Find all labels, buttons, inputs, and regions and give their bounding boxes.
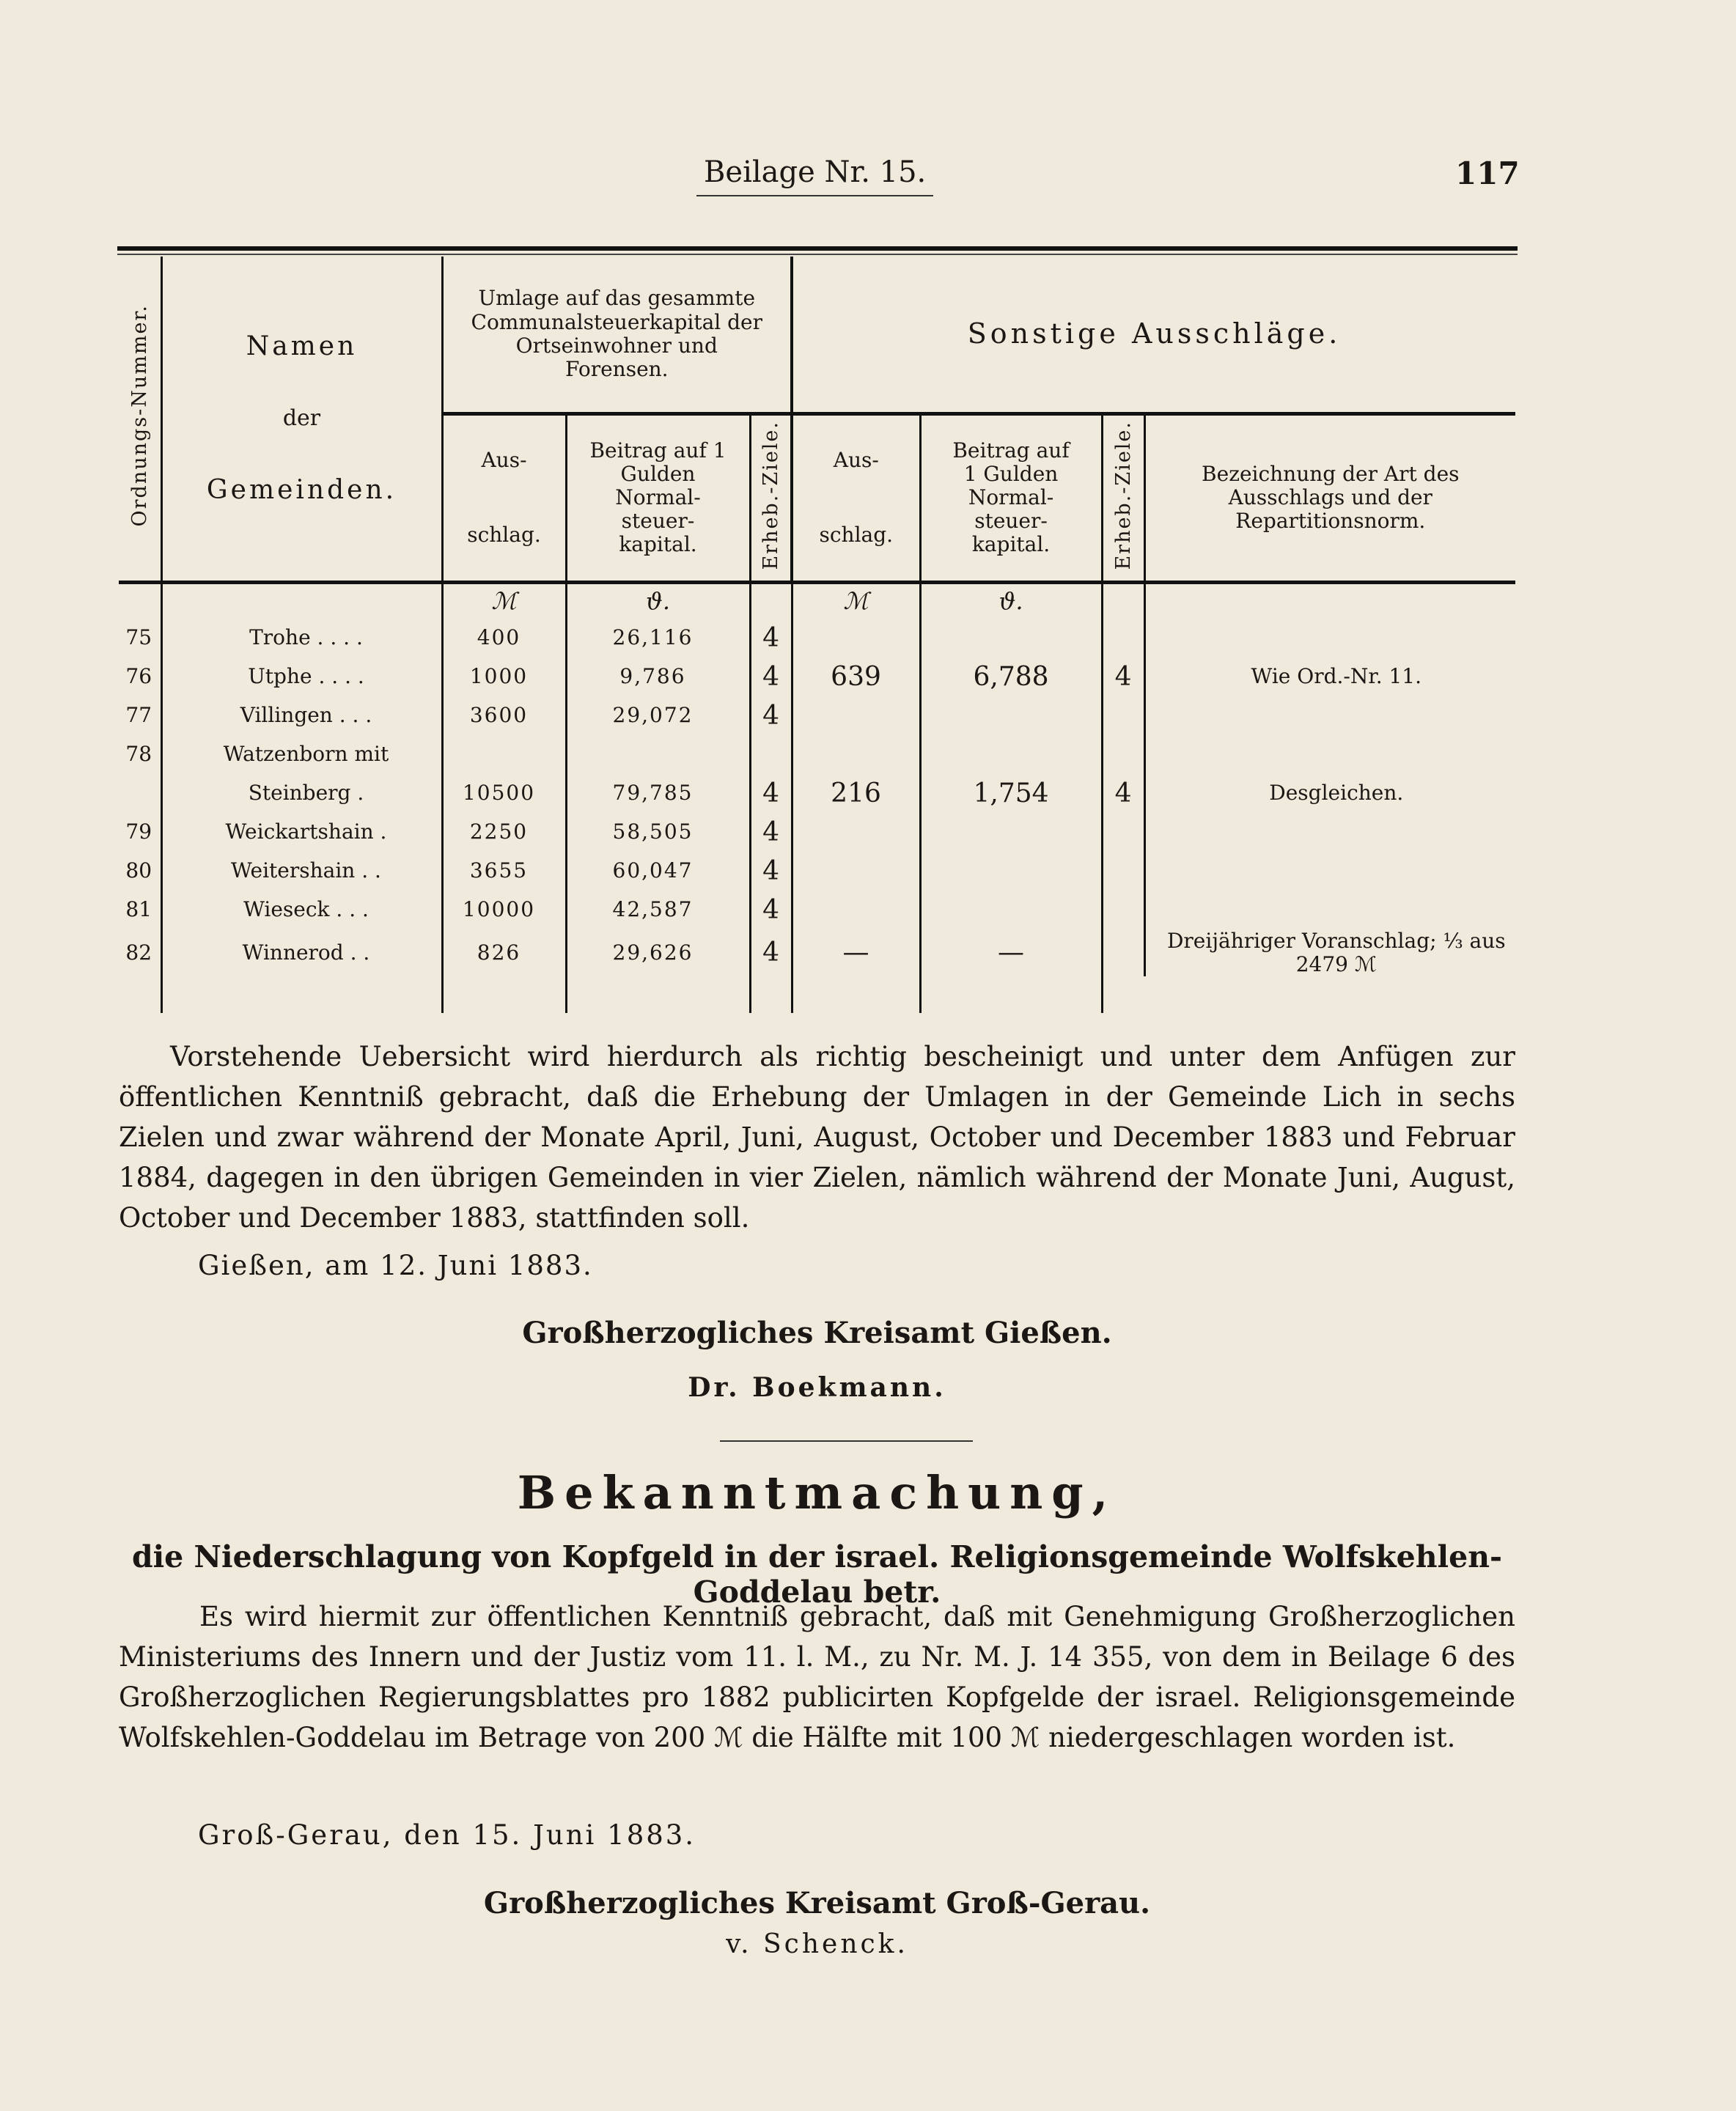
cell-ziele: 4 <box>750 929 792 976</box>
cell-name: Villingen . . . <box>161 696 442 735</box>
header-name: Namen der Gemeinden. <box>161 257 442 582</box>
cell-name: Wieseck . . . <box>161 891 442 929</box>
cell-s-aus <box>792 619 920 657</box>
cell-aus: 10500 <box>442 774 566 813</box>
cell-beitrag: 29,626 <box>566 929 750 976</box>
cell-ziele: 4 <box>750 891 792 929</box>
cell-ord: 78 <box>125 742 152 767</box>
cell-s-ziele <box>1102 891 1144 929</box>
cell-beitrag: 26,116 <box>566 619 750 657</box>
cell-aus: 2250 <box>442 813 566 852</box>
cell-beitrag: 29,072 <box>566 696 750 735</box>
header-beitrag: Beitrag auf 1 Gulden Normal-steuer-kapital. <box>566 413 750 582</box>
cell-s-aus <box>792 891 920 929</box>
notice2-subtitle: die Niederschlagung von Kopfgeld in der israel. Religionsgemeinde Wolfskehlen-Goddelau betr. <box>131 1539 1503 1610</box>
unit-mark: ℳ <box>442 582 566 619</box>
cell-ziele <box>750 735 792 774</box>
cell-aus: 826 <box>442 929 566 976</box>
header-ziele: Erheb.-Ziele. <box>750 413 792 582</box>
cell-beitrag: 60,047 <box>566 852 750 891</box>
cell-aus <box>442 735 566 774</box>
cell-ziele: 4 <box>750 619 792 657</box>
table-row <box>119 852 1515 891</box>
cell-ord <box>119 774 161 813</box>
unit-pf: ϑ. <box>566 582 750 619</box>
table-row <box>119 774 1515 813</box>
cell-beitrag: 42,587 <box>566 891 750 929</box>
cell-s-ziele: 4 <box>1102 657 1144 696</box>
cell-ziele: 4 <box>750 852 792 891</box>
notice1-authority: Großherzogliches Kreisamt Gießen. <box>522 1316 1112 1350</box>
cell-beitrag: 58,505 <box>566 813 750 852</box>
cell-ord: 82 <box>125 940 152 965</box>
cell-beitrag: 9,786 <box>566 657 750 696</box>
cell-aus: 3600 <box>442 696 566 735</box>
cell-s-ziele <box>1102 929 1144 976</box>
cell-s-ziele <box>1102 813 1144 852</box>
cell-ziele: 4 <box>750 657 792 696</box>
cell-note: Wie Ord.-Nr. 11. <box>1144 657 1515 696</box>
cell-name: Utphe . . . . <box>161 657 442 696</box>
cell-name: Steinberg . <box>161 774 442 813</box>
notice2-place-date: Groß-Gerau, den 15. Juni 1883. <box>198 1819 696 1851</box>
cell-note <box>1144 619 1515 657</box>
cell-s-beitrag <box>920 852 1102 891</box>
unit-mark: ℳ <box>792 582 920 619</box>
cell-name: Trohe . . . . <box>161 619 442 657</box>
cell-ord: 75 <box>125 625 152 650</box>
cell-note: Dreijähriger Voranschlag; ⅓ aus 2479 ℳ <box>1144 929 1515 976</box>
cell-name: Winnerod . . <box>161 929 442 976</box>
header-s-beitrag: Beitrag auf 1 Gulden Normal-steuer-kapital. <box>920 413 1102 582</box>
levy-table <box>119 257 1515 1013</box>
cell-ziele: 4 <box>750 696 792 735</box>
cell-note <box>1144 735 1515 774</box>
table-row <box>119 619 1515 657</box>
cell-s-aus: 216 <box>792 774 920 813</box>
cell-ord: 80 <box>125 858 152 883</box>
cell-s-beitrag <box>920 619 1102 657</box>
header-ord: Ordnungs-Nummer. <box>119 257 161 582</box>
cell-aus: 1000 <box>442 657 566 696</box>
cell-s-beitrag <box>920 735 1102 774</box>
cell-note: Desgleichen. <box>1144 774 1515 813</box>
notice2-title: Bekanntmachung, <box>517 1466 1117 1519</box>
cell-ord: 77 <box>125 703 152 728</box>
cell-s-beitrag: 6,788 <box>920 657 1102 696</box>
cell-beitrag <box>566 735 750 774</box>
cell-s-beitrag: — <box>920 929 1102 976</box>
cell-s-aus: 639 <box>792 657 920 696</box>
cell-s-beitrag: 1,754 <box>920 774 1102 813</box>
cell-note <box>1144 852 1515 891</box>
header-sonstige: Sonstige Ausschläge. <box>792 257 1515 413</box>
notice2-authority: Großherzogliches Kreisamt Groß-Gerau. <box>483 1886 1151 1920</box>
cell-s-ziele <box>1102 735 1144 774</box>
cell-ord: 81 <box>125 897 152 922</box>
cell-s-aus: — <box>792 929 920 976</box>
notice2-signature: v. Schenck. <box>726 1929 908 1959</box>
cell-s-ziele <box>1102 852 1144 891</box>
table-row <box>119 891 1515 929</box>
cell-note <box>1144 696 1515 735</box>
cell-s-aus <box>792 696 920 735</box>
cell-s-ziele: 4 <box>1102 774 1144 813</box>
cell-ziele: 4 <box>750 774 792 813</box>
header-bezeichnung: Bezeichnung der Art des Ausschlags und der Repartitionsnorm. <box>1144 413 1515 582</box>
table-row <box>119 813 1515 852</box>
cell-s-aus <box>792 735 920 774</box>
cell-s-aus <box>792 852 920 891</box>
table-row <box>119 657 1515 696</box>
page-header-title: Beilage Nr. 15. <box>696 155 933 196</box>
cell-aus: 10000 <box>442 891 566 929</box>
notice2-text: Es wird hiermit zur öffentlichen Kenntniß gebracht, daß mit Genehmigung Großherzoglichen Ministeriums des Innern und der Justiz vom 11. l. M., zu Nr. M. J. 14 355, von dem in Beilage 6 des Großherzoglichen Regierungsblattes pro 1882 publicirten Kopfgelde der israel. Religionsgemeinde Wolfskehlen-Goddelau im Betrage von 200 ℳ die Hälfte mit 100 ℳ niedergeschlagen worden ist. <box>119 1601 1515 1753</box>
notice1-text: Vorstehende Uebersicht wird hierdurch als richtig bescheinigt und unter dem Anfügen zur öffentlichen Kenntniß gebracht, daß die Erhebung der Umlagen in der Gemeinde Lich in sechs Zielen und zwar während der Monate April, Juni, August, October und December 1883 und Februar 1884, dagegen in den übrigen Gemeinden in vier Zielen, nämlich während der Monate Juni, August, October und December 1883, stattfinden soll. <box>119 1041 1515 1234</box>
top-rule <box>117 246 1518 251</box>
cell-name: Weickartshain . <box>161 813 442 852</box>
header-s-ziele: Erheb.-Ziele. <box>1102 413 1144 582</box>
cell-ziele: 4 <box>750 813 792 852</box>
cell-aus: 3655 <box>442 852 566 891</box>
cell-note <box>1144 891 1515 929</box>
table-row <box>119 735 1515 774</box>
table-row <box>119 929 1515 976</box>
cell-name: Watzenborn mit <box>161 735 442 774</box>
cell-s-beitrag <box>920 891 1102 929</box>
cell-s-beitrag <box>920 696 1102 735</box>
unit-pf: ϑ. <box>920 582 1102 619</box>
notice1-place-date: Gießen, am 12. Juni 1883. <box>198 1250 593 1281</box>
page-number: 117 <box>1455 155 1520 191</box>
section-separator <box>720 1440 973 1442</box>
cell-name: Weitershain . . <box>161 852 442 891</box>
cell-s-ziele <box>1102 619 1144 657</box>
header-s-ausschlag: Aus- schlag. <box>792 413 920 582</box>
header-ausschlag: Aus- schlag. <box>442 413 566 582</box>
cell-aus: 400 <box>442 619 566 657</box>
cell-ord: 76 <box>125 664 152 689</box>
cell-ord: 79 <box>125 819 152 844</box>
cell-note <box>1144 813 1515 852</box>
table-row <box>119 696 1515 735</box>
notice1-signature: Dr. Boekmann. <box>688 1372 946 1403</box>
cell-beitrag: 79,785 <box>566 774 750 813</box>
top-rule-thin <box>117 254 1518 255</box>
cell-s-ziele <box>1102 696 1144 735</box>
cell-s-beitrag <box>920 813 1102 852</box>
cell-s-aus <box>792 813 920 852</box>
header-umlage: Umlage auf das gesammte Communalsteuerkapital der Ortseinwohner und Forensen. <box>442 257 792 413</box>
